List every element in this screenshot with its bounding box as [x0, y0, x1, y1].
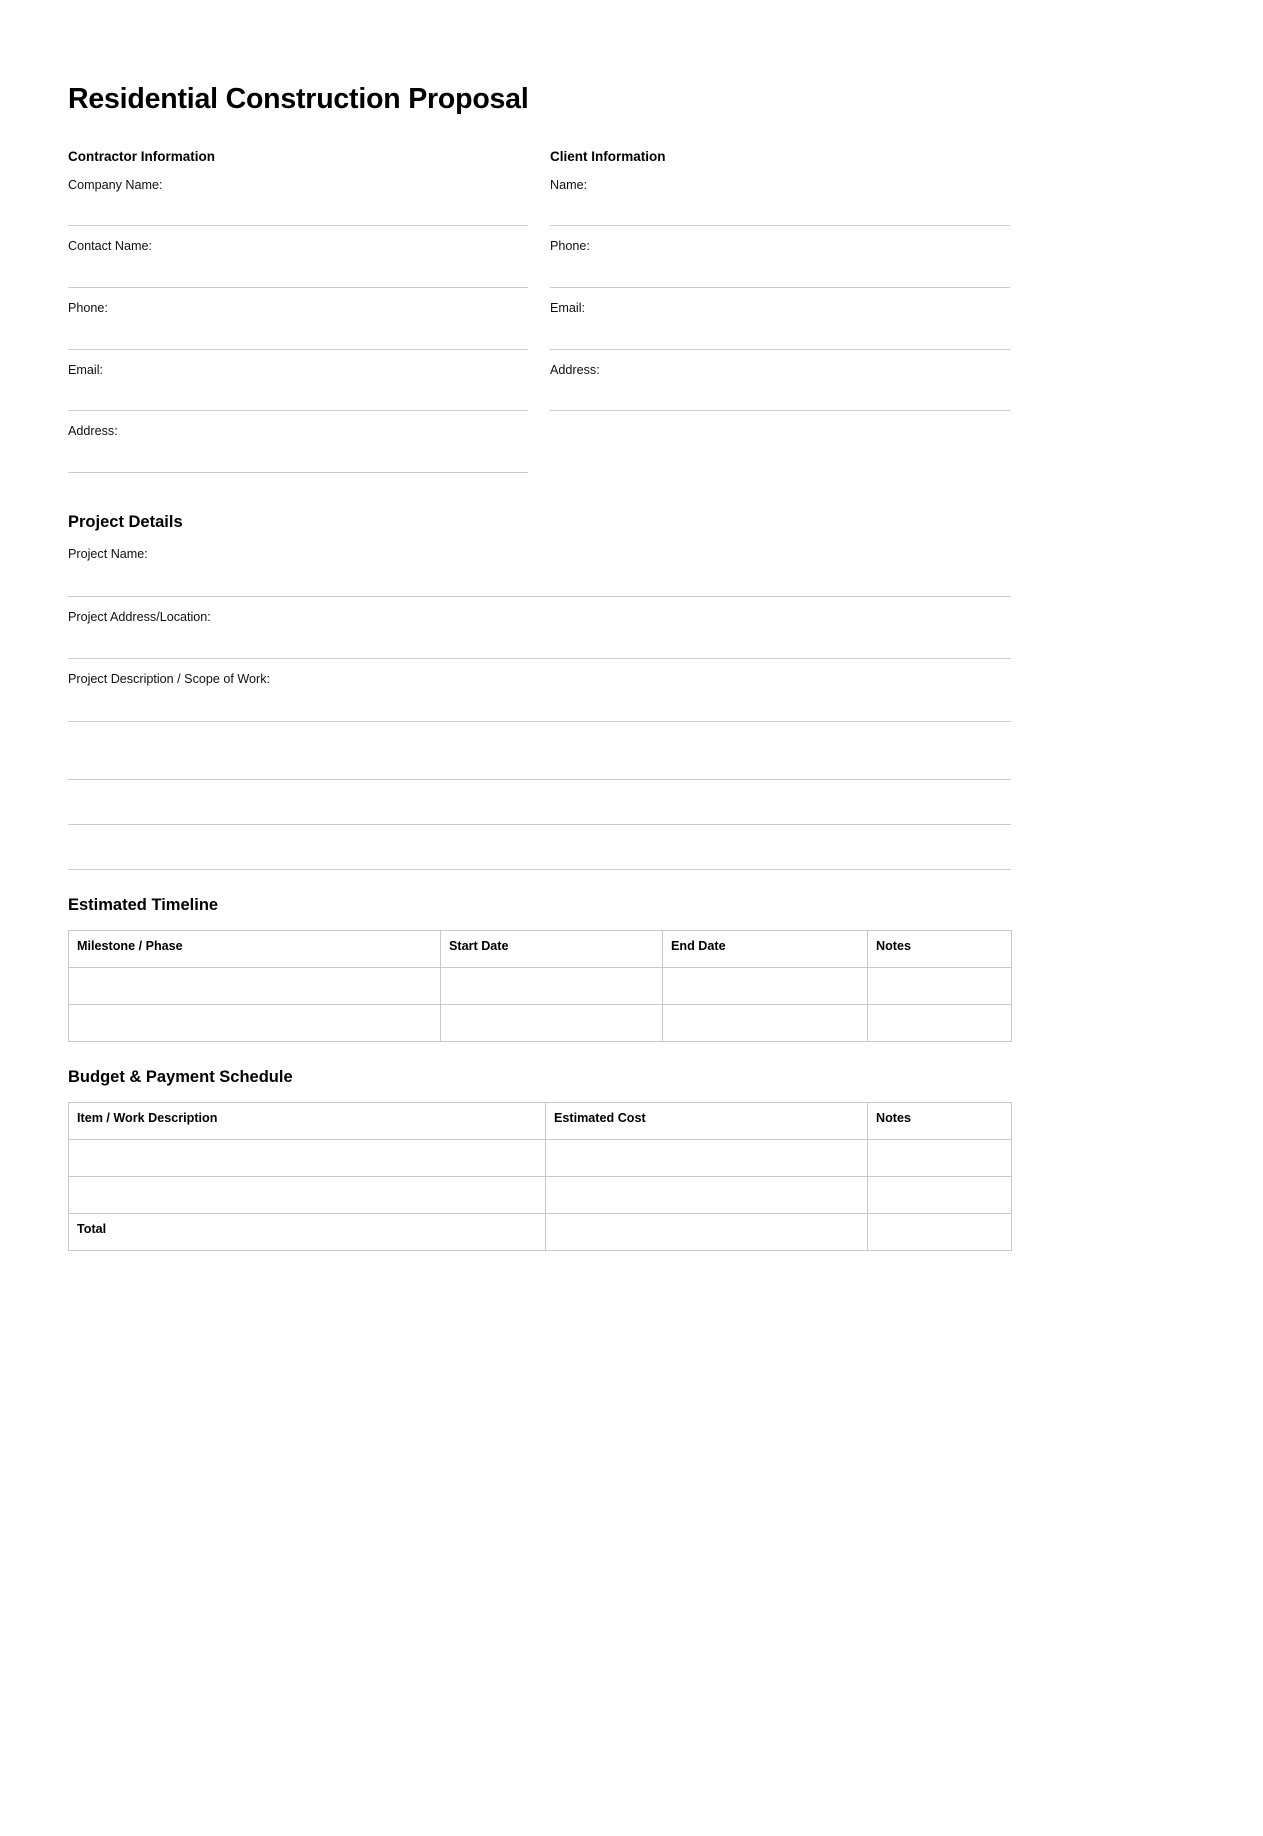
- contractor-company-name-field[interactable]: [68, 178, 528, 227]
- table-row: [69, 1005, 1012, 1042]
- project-details-heading: Project Details: [68, 513, 183, 532]
- budget-col-estimated-cost: Estimated Cost: [546, 1102, 868, 1139]
- estimated-timeline-table: [68, 930, 1012, 1042]
- budget-col-notes: Notes: [868, 1102, 1012, 1139]
- project-description-blank-line[interactable]: [68, 735, 1011, 780]
- client-email-label: Email:: [550, 301, 585, 315]
- project-description-field[interactable]: [68, 672, 1011, 722]
- table-row: [69, 1176, 1012, 1213]
- budget-total-row: [69, 1213, 1012, 1250]
- page-title: Residential Construction Proposal: [68, 83, 529, 115]
- client-email-field[interactable]: [550, 301, 1010, 350]
- budget-total-notes[interactable]: [868, 1213, 1012, 1250]
- document-content: [68, 84, 1011, 1251]
- project-name-label: Project Name:: [68, 547, 148, 561]
- timeline-cell-milestone[interactable]: [69, 968, 441, 1005]
- project-description-blank-line[interactable]: [68, 780, 1011, 825]
- client-name-field[interactable]: [550, 178, 1010, 227]
- budget-cell-estimated-cost[interactable]: [546, 1139, 868, 1176]
- contractor-contact-name-label: Contact Name:: [68, 239, 152, 254]
- timeline-col-milestone: Milestone / Phase: [69, 931, 441, 968]
- project-name-field[interactable]: [68, 547, 1011, 597]
- budget-payment-schedule-section: [68, 1068, 1011, 1251]
- client-name-label: Name:: [550, 177, 588, 192]
- contractor-phone-field[interactable]: [68, 301, 528, 350]
- project-description-label: Project Description / Scope of Work:: [68, 672, 271, 687]
- estimated-timeline-heading: Estimated Timeline: [68, 896, 219, 915]
- project-details-section: [68, 513, 1011, 870]
- client-address-field[interactable]: [550, 363, 1010, 412]
- client-phone-field[interactable]: [550, 239, 1010, 288]
- table-header-row: [69, 1102, 1012, 1139]
- budget-cell-estimated-cost[interactable]: [546, 1176, 868, 1213]
- table-header-row: [69, 931, 1012, 968]
- timeline-cell-start-date[interactable]: [441, 1005, 663, 1042]
- estimated-timeline-section: [68, 896, 1011, 1042]
- client-information-column: [550, 149, 1010, 473]
- table-row: [69, 1139, 1012, 1176]
- project-address-label: Project Address/Location:: [68, 609, 211, 624]
- timeline-cell-milestone[interactable]: [69, 1005, 441, 1042]
- contractor-phone-label: Phone:: [68, 301, 108, 315]
- budget-col-item: Item / Work Description: [69, 1102, 546, 1139]
- client-phone-label: Phone:: [550, 239, 590, 254]
- budget-payment-schedule-heading: Budget & Payment Schedule: [68, 1068, 293, 1086]
- budget-cell-notes[interactable]: [868, 1176, 1012, 1213]
- table-row: [69, 968, 1012, 1005]
- timeline-cell-notes[interactable]: [868, 968, 1012, 1005]
- timeline-cell-end-date[interactable]: [663, 968, 868, 1005]
- contractor-information-column: [68, 149, 528, 473]
- client-address-label: Address:: [550, 362, 600, 377]
- contractor-address-field[interactable]: [68, 424, 528, 473]
- timeline-col-notes: Notes: [868, 931, 1012, 968]
- budget-total-value[interactable]: [546, 1213, 868, 1250]
- budget-total-label: Total: [69, 1213, 546, 1250]
- party-information-section: [68, 149, 1011, 473]
- budget-cell-notes[interactable]: [868, 1139, 1012, 1176]
- timeline-cell-start-date[interactable]: [441, 968, 663, 1005]
- budget-payment-schedule-table: [68, 1102, 1012, 1251]
- timeline-cell-end-date[interactable]: [663, 1005, 868, 1042]
- project-description-blank-line[interactable]: [68, 825, 1011, 870]
- contractor-information-heading: Contractor Information: [68, 149, 215, 165]
- budget-cell-item[interactable]: [69, 1139, 546, 1176]
- timeline-cell-notes[interactable]: [868, 1005, 1012, 1042]
- contractor-email-field[interactable]: [68, 363, 528, 412]
- contractor-address-label: Address:: [68, 424, 118, 439]
- timeline-col-end-date: End Date: [663, 931, 868, 968]
- project-address-field[interactable]: [68, 610, 1011, 660]
- timeline-col-start-date: Start Date: [441, 931, 663, 968]
- contractor-contact-name-field[interactable]: [68, 239, 528, 288]
- contractor-company-name-label: Company Name:: [68, 177, 163, 192]
- contractor-email-label: Email:: [68, 362, 103, 377]
- client-information-heading: Client Information: [550, 149, 666, 165]
- budget-cell-item[interactable]: [69, 1176, 546, 1213]
